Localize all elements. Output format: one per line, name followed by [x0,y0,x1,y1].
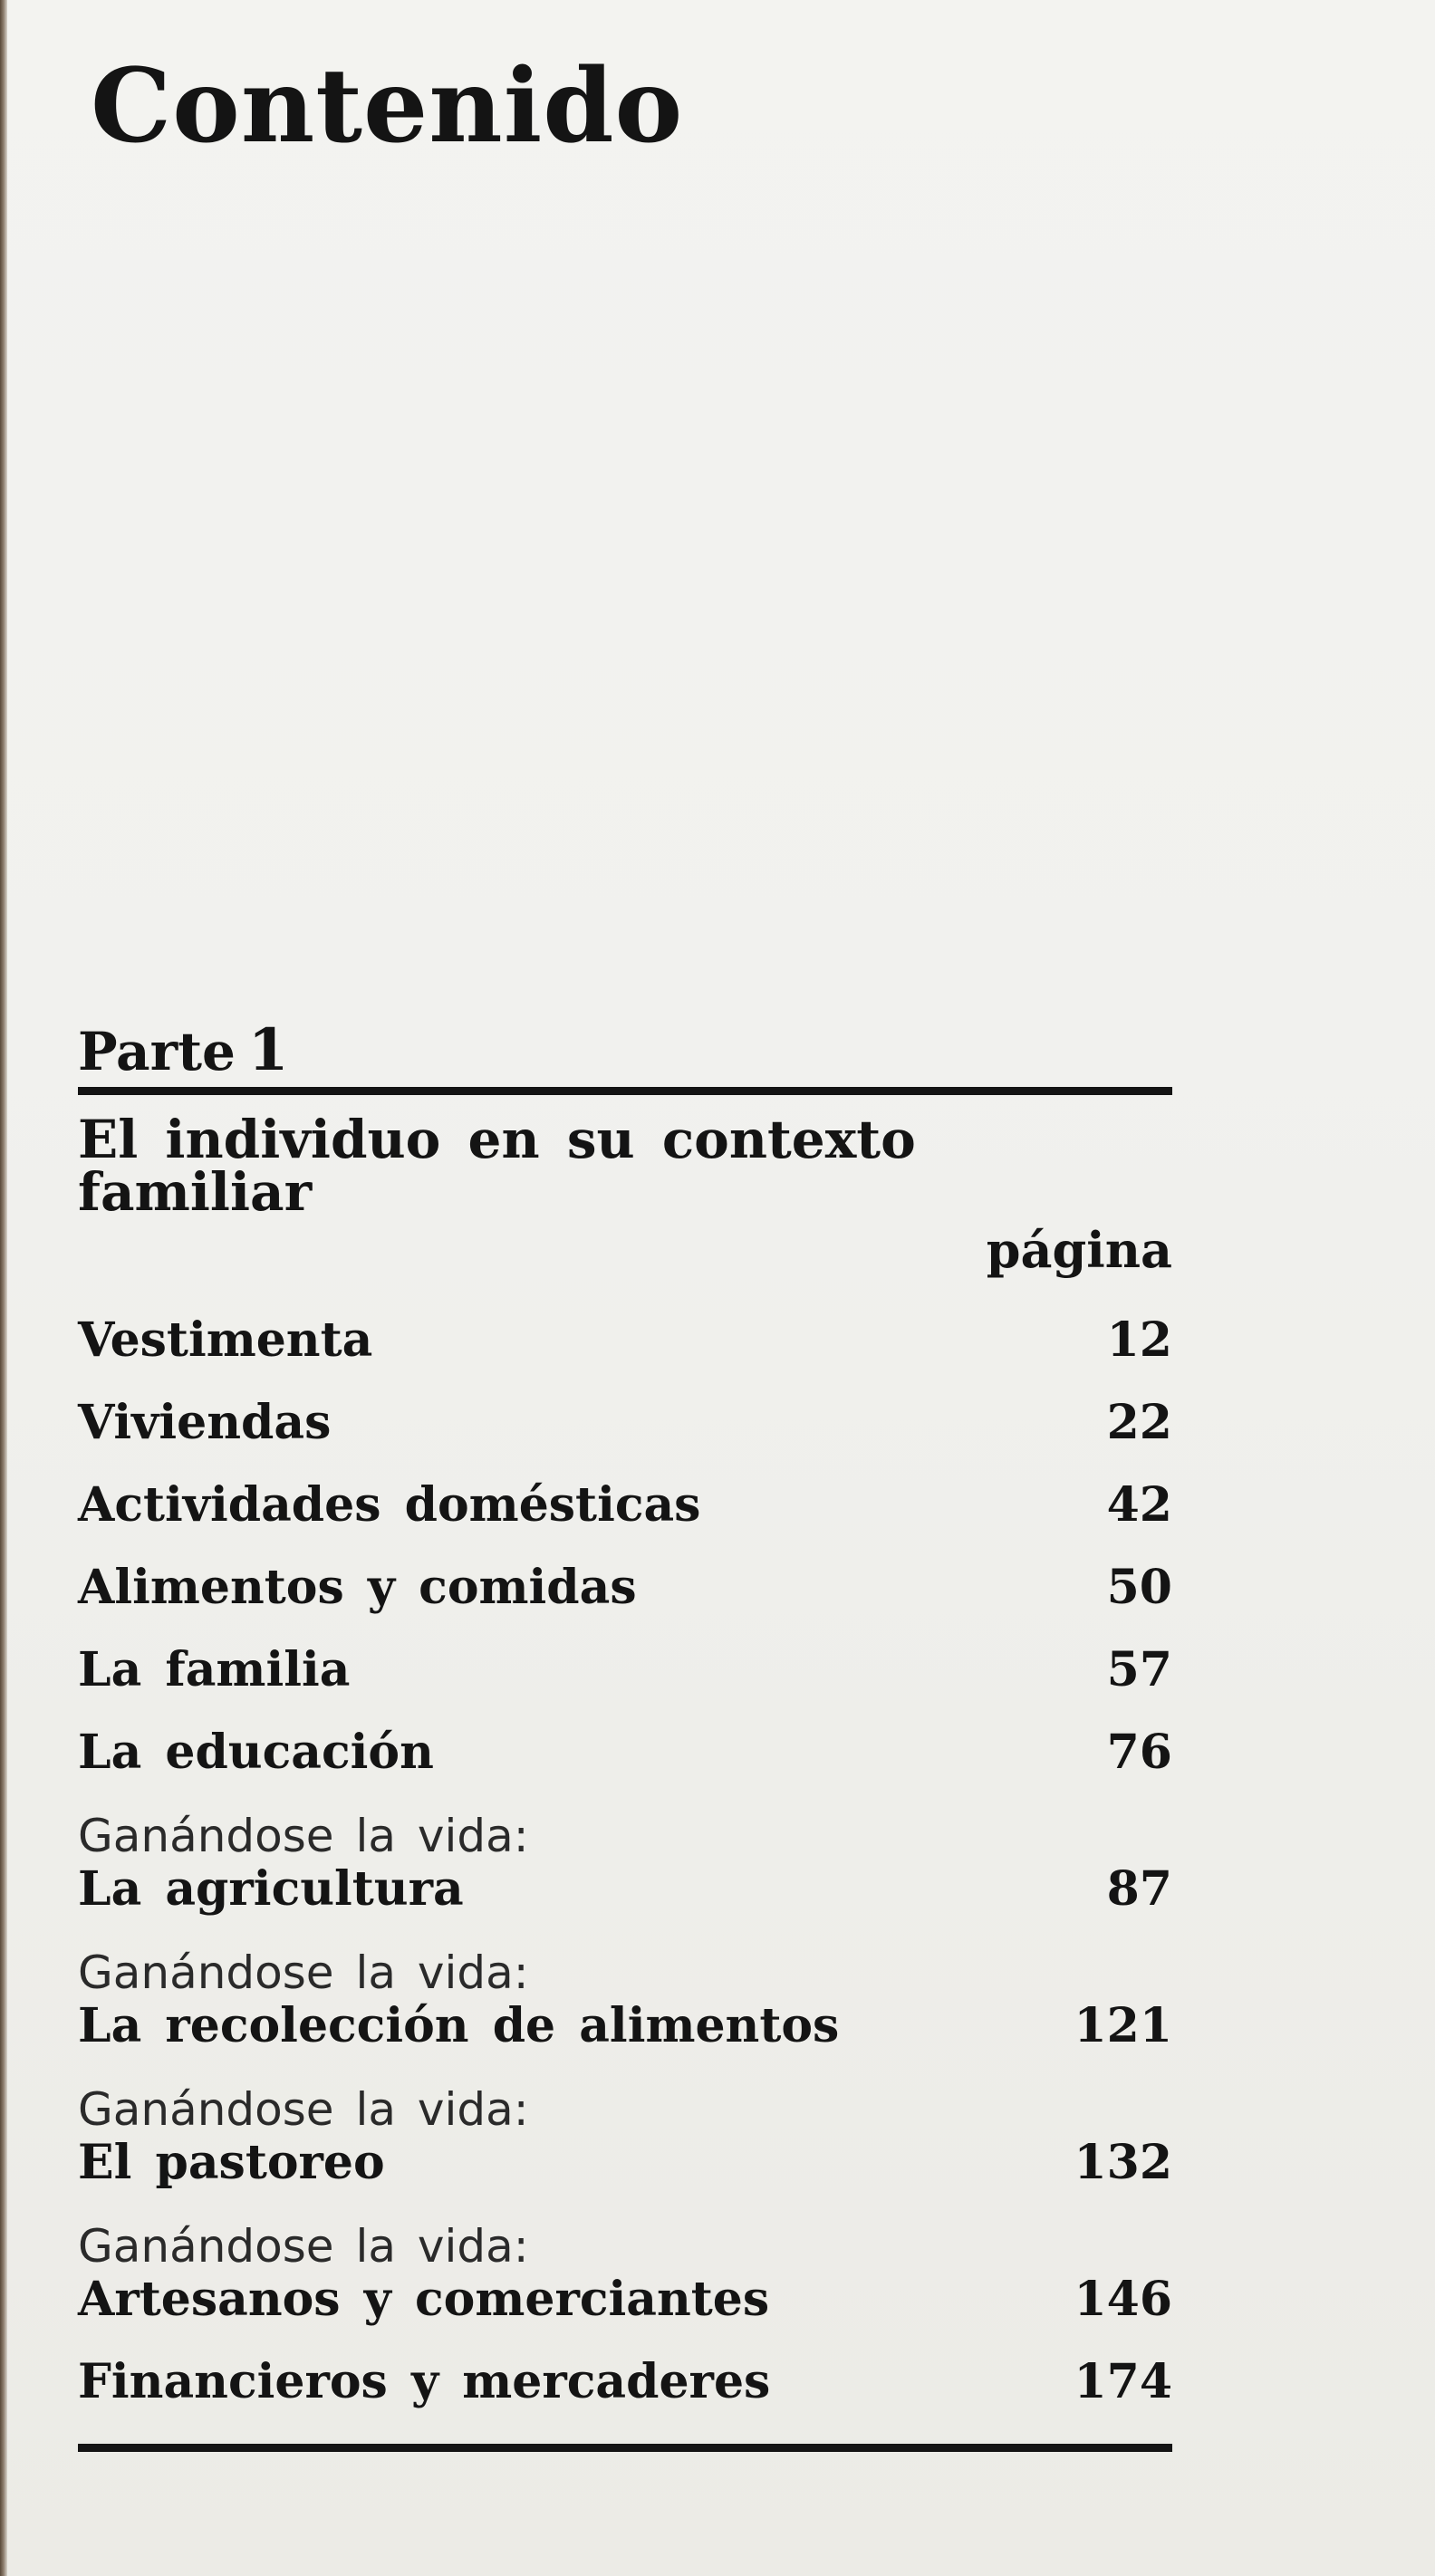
toc-entry[interactable] [78,1776,1172,1917]
entry-title: La familia [78,1642,351,1697]
entry-page-number: 42 [1106,1477,1172,1533]
entry-title: Artesanos y comerciantes [78,2272,770,2327]
toc-entry[interactable] [78,1447,1172,1533]
entry-title: La educación [78,1725,434,1780]
page-title: Contenido [91,47,684,166]
entry-page-number: 12 [1106,1312,1172,1368]
bottom-rule [78,2444,1172,2452]
toc-entry[interactable] [78,1282,1172,1368]
entry-title: La recolección de alimentos [78,1998,840,2053]
entry-title: La agricultura [78,1861,464,1917]
toc-entry[interactable] [78,1913,1172,2053]
page-spine-shadow [0,0,7,2576]
entry-title: Financieros y mercaderes [78,2354,771,2409]
toc-entry[interactable] [78,1611,1172,1697]
part-number: 1 [247,1016,289,1084]
toc-entry[interactable] [78,2050,1172,2190]
toc-entry[interactable] [78,2187,1172,2327]
part-title: El individuo en su contexto familiar [78,1109,916,1223]
entry-page-number: 76 [1106,1725,1172,1780]
entry-page-number: 57 [1106,1642,1172,1697]
entry-prefix: Ganándose la vida: [78,1810,529,1862]
toc-entry[interactable] [78,1694,1172,1780]
toc-entry[interactable] [78,1364,1172,1450]
part-heading [78,1016,1172,1087]
entry-page-number: 22 [1106,1395,1172,1450]
entry-prefix: Ganándose la vida: [78,2083,529,2136]
toc-section [78,1016,1172,2452]
toc-entry[interactable] [78,2323,1172,2409]
top-rule [78,1087,1172,1095]
entry-page-number: 174 [1074,2354,1172,2409]
entry-title: Vestimenta [78,1312,373,1368]
entry-page-number: 87 [1106,1861,1172,1917]
entry-title: El pastoreo [78,2135,385,2190]
toc-entry[interactable] [78,1529,1172,1615]
entry-prefix: Ganándose la vida: [78,1946,529,1999]
part-label: Parte [78,1021,236,1082]
entry-page-number: 132 [1074,2135,1172,2190]
entry-title: Viviendas [78,1395,332,1450]
entry-prefix: Ganándose la vida: [78,2220,529,2273]
entry-page-number: 146 [1074,2272,1172,2327]
toc-list [78,1282,1172,2409]
entry-page-number: 121 [1074,1998,1172,2053]
entry-page-number: 50 [1106,1560,1172,1615]
entry-title: Actividades domésticas [78,1477,701,1533]
entry-title: Alimentos y comidas [78,1560,637,1615]
page-column-header: página [986,1221,1172,1279]
